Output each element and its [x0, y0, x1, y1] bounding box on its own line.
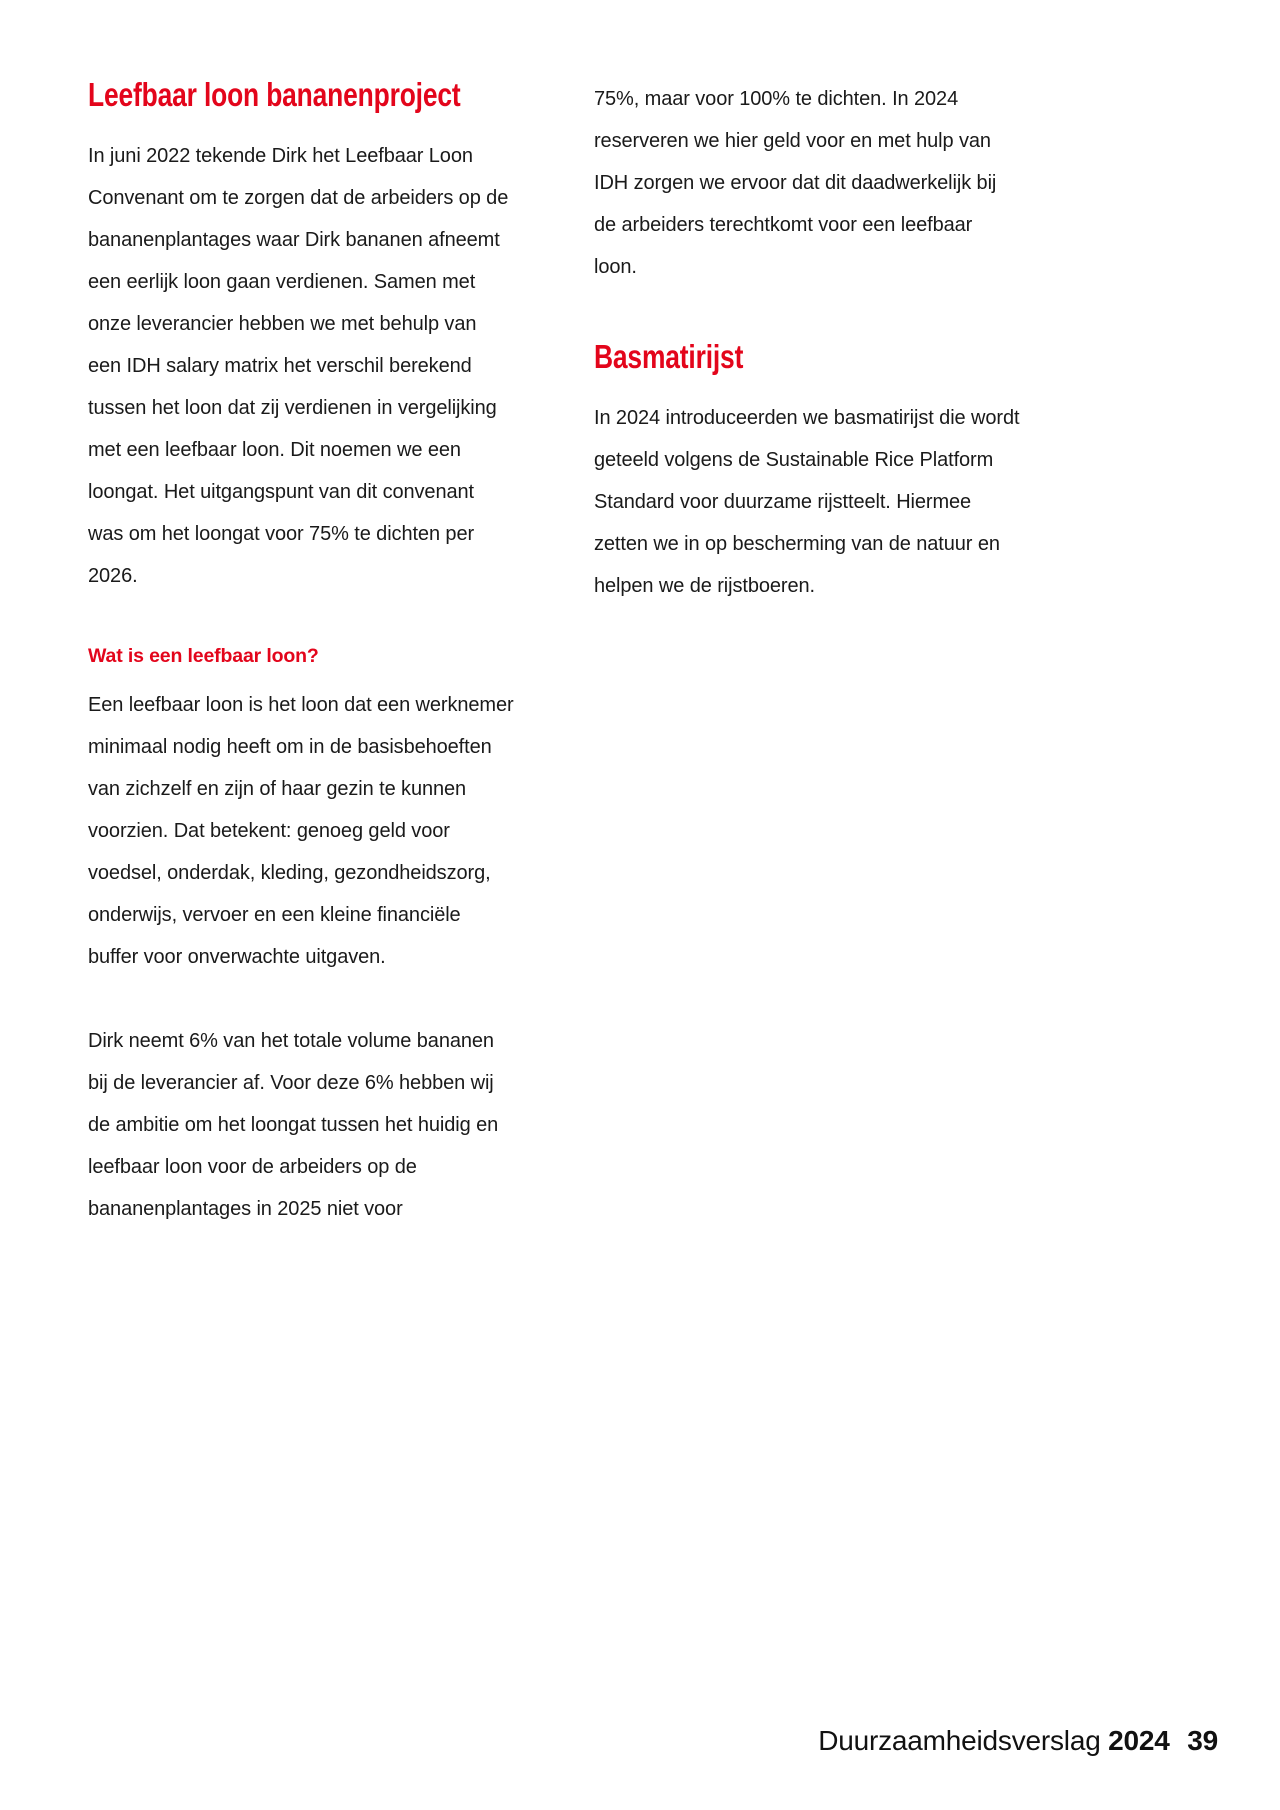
section-heading-leefbaar-loon: Leefbaar loon bananenproject [88, 76, 461, 113]
footer-page-number: 39 [1187, 1725, 1218, 1757]
left-paragraph-3: Dirk neemt 6% van het totale volume bananen bij de leverancier af. Voor deze 6% hebben wij de ambitie om het loongat tussen het huidig en leefbaar loon voor de arbeiders op de bananenplantages in 2025 niet voor [88, 1030, 499, 1221]
right-column [594, 78, 1020, 1230]
footer-report-label: Duurzaamheidsverslag [818, 1725, 1101, 1757]
subheading-wat-is-een-leefbaar-loon: Wat is een leefbaar loon? [88, 644, 319, 667]
left-column [88, 78, 514, 1230]
left-paragraph-2: Een leefbaar loon is het loon dat een werknemer minimaal nodig heeft om in de basisbehoeften van zichzelf en zijn of haar gezin te kunnen voorzien. Dat betekent: genoeg geld voor voedsel, onderdak, kleding, gezondheidszorg, onderwijs, vervoer en een kleine financiële buffer voor onverwachte uitgaven. [88, 694, 514, 969]
two-column-layout [88, 78, 1020, 1230]
page-footer [0, 1724, 1218, 1758]
right-paragraph-1: 75%, maar voor 100% te dichten. In 2024 reserveren we hier geld voor en met hulp van IDH zorgen we ervoor dat dit daadwerkelijk bij de arbeiders terechtkomt voor een leefbaar loon. [594, 88, 997, 278]
section-heading-basmatirijst: Basmatirijst [594, 338, 744, 375]
left-paragraph-1: In juni 2022 tekende Dirk het Leefbaar Loon Convenant om te zorgen dat de arbeiders op de bananenplantages waar Dirk bananen afneemt een eerlijk loon gaan verdienen. Samen met onze leverancier hebben we met behulp van een IDH salary matrix het verschil berekend tussen het loon dat zij verdienen in vergelijking met een leefbaar loon. Dit noemen we een loongat. Het uitgangspunt van dit convenant was om het loongat voor 75% te dichten per 2026. [88, 144, 509, 587]
footer-report-year: 2024 [1108, 1725, 1170, 1757]
right-paragraph-2: In 2024 introduceerden we basmatirijst die wordt geteeld volgens de Sustainable Rice Platform Standard voor duurzame rijstteelt. Hiermee zetten we in op bescherming van de natuur en helpen we de rijstboeren. [594, 406, 1020, 597]
